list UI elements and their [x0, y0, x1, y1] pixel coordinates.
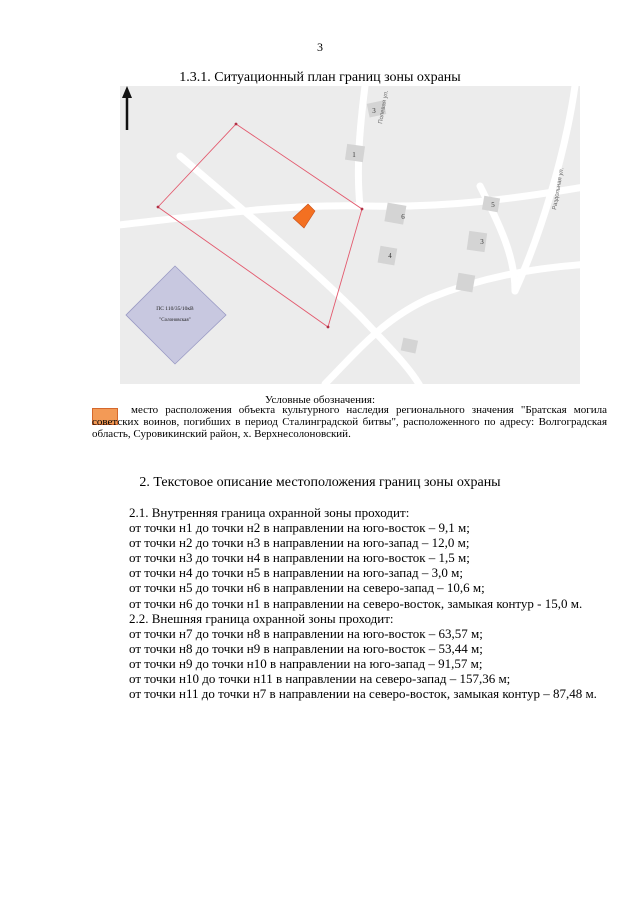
page-number: 3 [317, 40, 323, 54]
substation-label: ПС 110/35/10кВ [156, 306, 194, 312]
section-heading: 2. Текстовое описание местоположения границ зоны охраны [139, 475, 501, 490]
substation-label: "Солоновская" [159, 318, 191, 323]
boundary-segment: от точки н10 до точки н11 в направлении на северо-запад – 157,36 м; [129, 671, 511, 687]
subsection-heading: 2.1. Внутренняя граница охранной зоны проходит: [129, 505, 410, 520]
house-number: 5 [491, 201, 495, 209]
house-number: 4 [388, 252, 392, 260]
house-number: 6 [401, 213, 405, 221]
boundary-segment: от точки н7 до точки н8 в направлении на юго-восток – 63,57 м; [129, 625, 483, 641]
boundary-segment: от точки н8 до точки н9 в направлении на юго-восток – 53,44 м; [129, 640, 483, 656]
boundary-segment: от точки н5 до точки н6 в направлении на северо-запад – 10,6 м; [129, 580, 485, 596]
legend-description: место расположения объекта культурного наследия регионального значения "Братская могила советских воинов, погибших в период Сталинградской битвы", расположенного по адресу: Волгоградская область, Суровикинский район, х. Верхнесолоновский. [92, 404, 607, 440]
situation-plan-map [120, 86, 580, 384]
house-number: 3 [372, 107, 376, 115]
street-label: Полевая ул. [378, 90, 390, 125]
boundary-description [90, 505, 605, 701]
plan-title: 1.3.1. Ситуационный план границ зоны охраны [179, 70, 461, 85]
house-number: 3 [480, 238, 484, 246]
boundary-segment: от точки н4 до точки н5 в направлении на юго-запад – 3,0 м; [129, 565, 463, 581]
boundary-segment: от точки н3 до точки н4 в направлении на юго-восток – 1,5 м; [129, 550, 470, 566]
house-number: 1 [352, 151, 356, 159]
subsection-heading: 2.2. Внешняя граница охранной зоны проходит: [129, 610, 394, 626]
boundary-segment: от точки н2 до точки н3 в направлении на юго-запад – 12,0 м; [129, 535, 470, 551]
street-label: Раздольная ул. [552, 167, 566, 211]
boundary-segment: от точки н9 до точки н10 в направлении на юго-запад – 91,57 м; [129, 655, 483, 671]
boundary-segment: от точки н1 до точки н2 в направлении на юго-восток – 9,1 м; [129, 520, 470, 536]
boundary-segment: от точки н6 до точки н1 в направлении на северо-восток, замыкая контур - 15,0 м. [129, 595, 583, 611]
boundary-segment: от точки н11 до точки н7 в направлении на северо-восток, замыкая контур – 87,48 м. [129, 686, 597, 702]
legend-title: Условные обозначения: [264, 394, 376, 406]
